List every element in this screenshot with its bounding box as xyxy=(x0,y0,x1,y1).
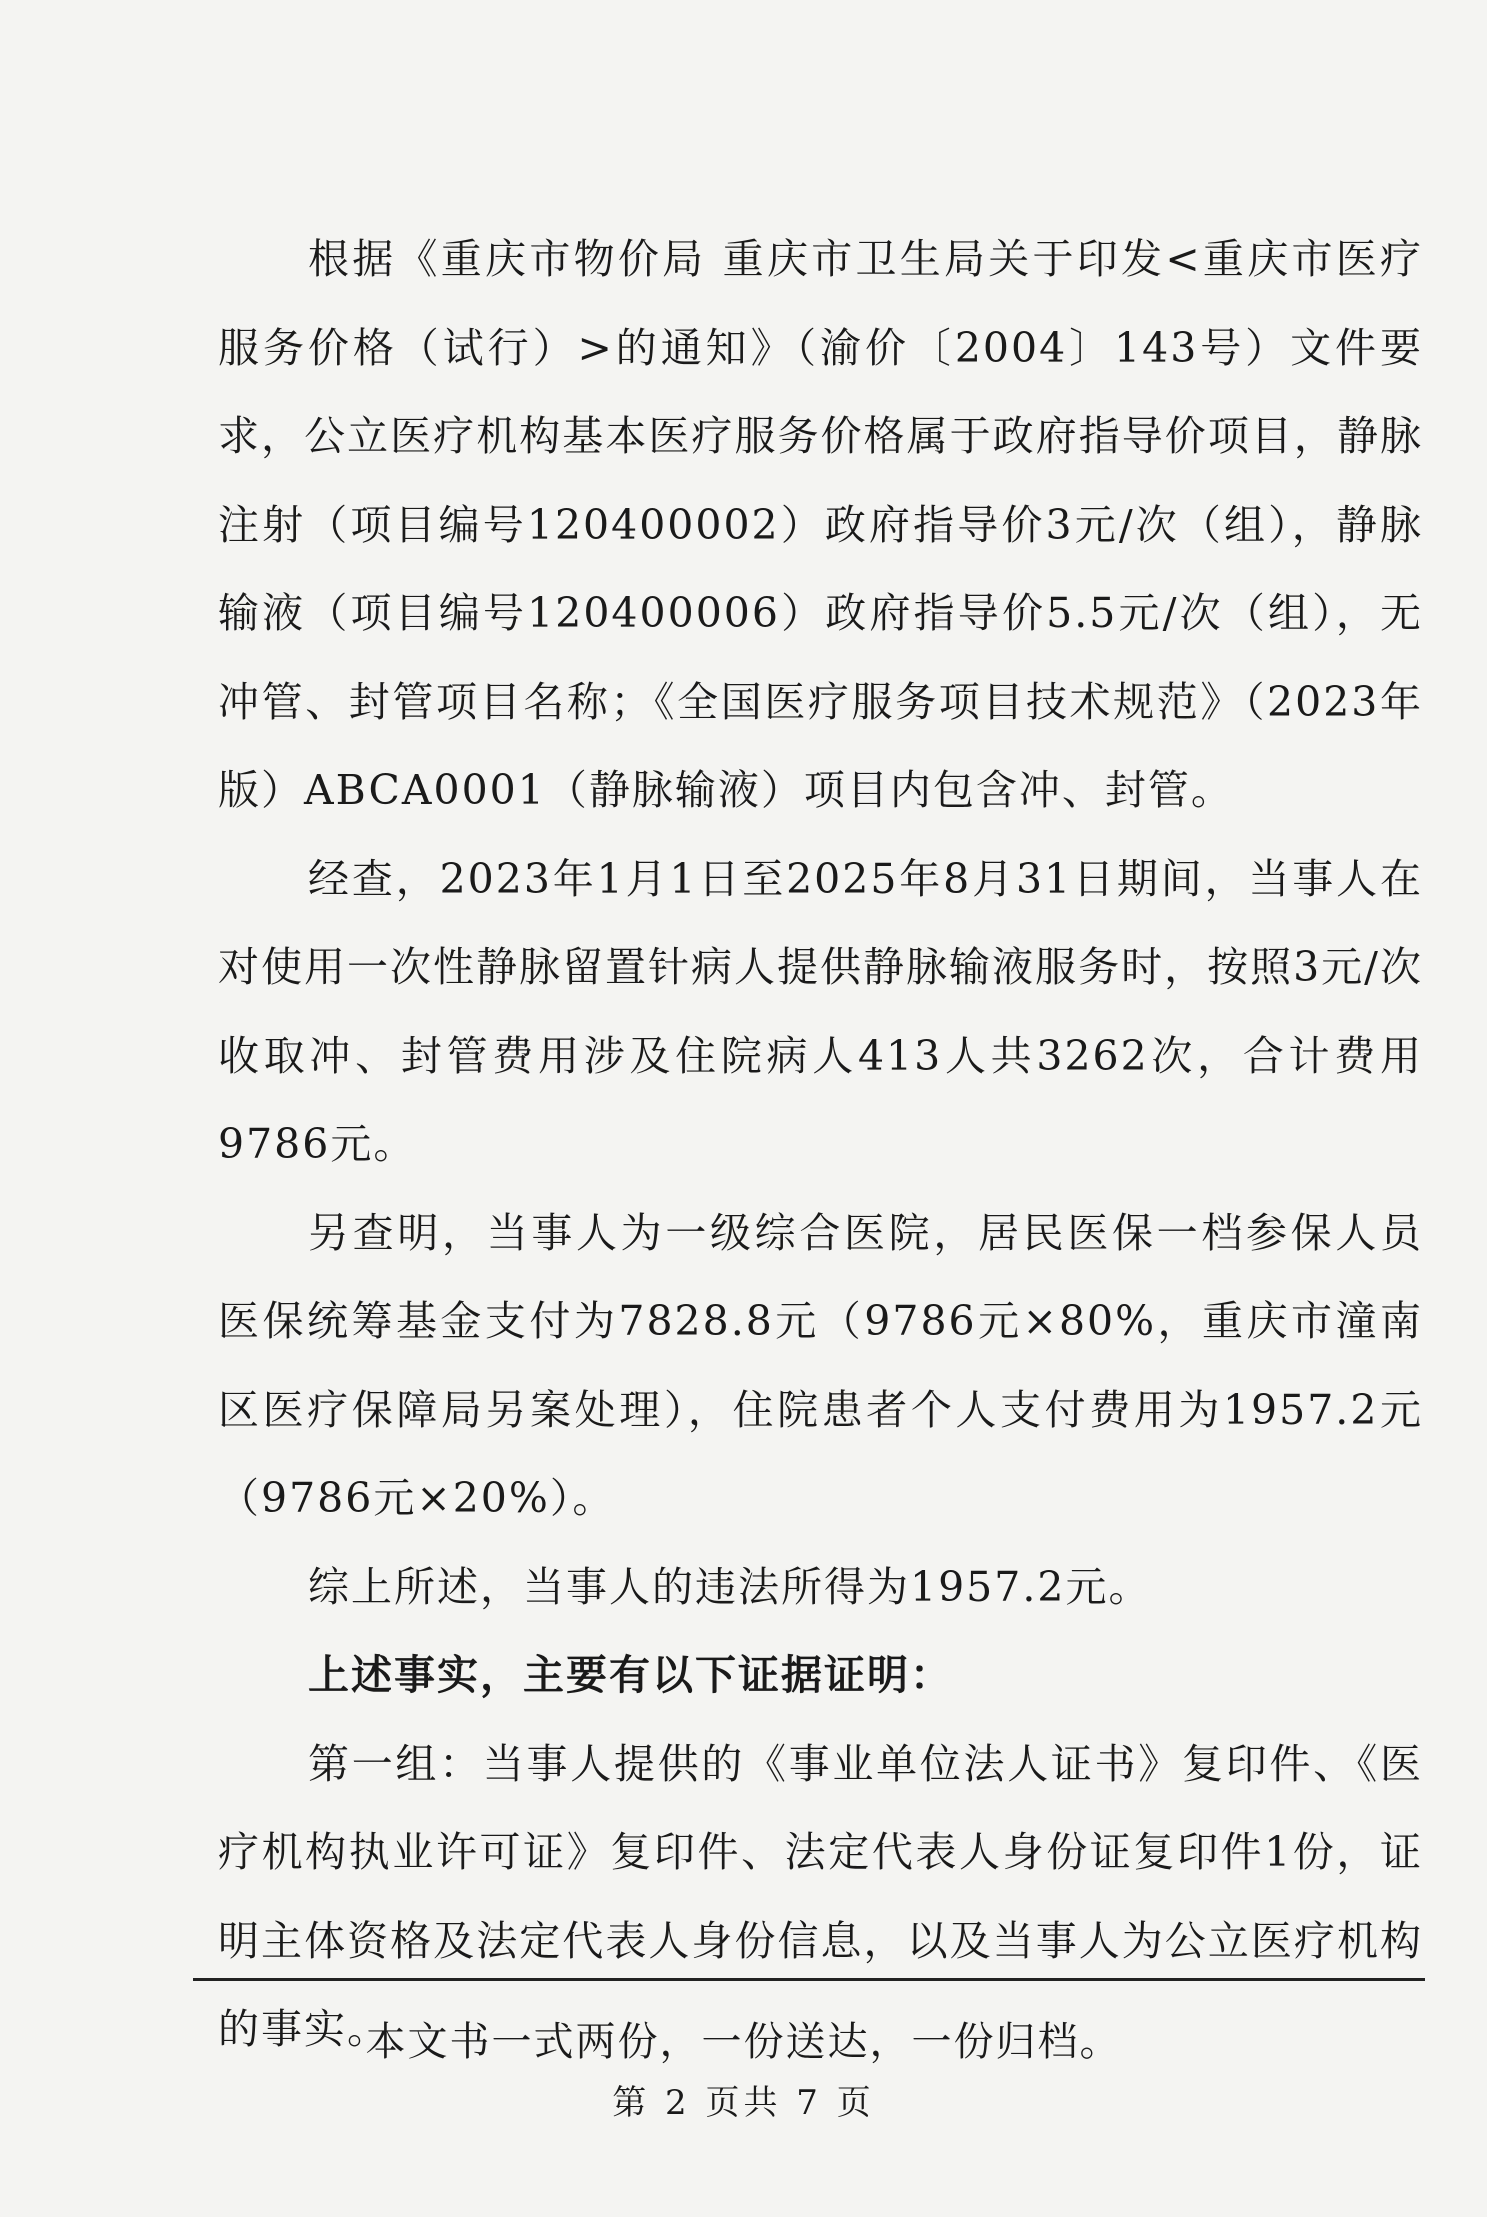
paragraph-evidence-heading: 上述事实，主要有以下证据证明： xyxy=(308,1651,953,1699)
paragraph-illegal-income: 综上所述，当事人的违法所得为1957.2元。 xyxy=(308,1562,1152,1611)
footer-divider xyxy=(193,1978,1425,1981)
footer-note: 本文书一式两份，一份送达，一份归档。 xyxy=(365,2019,1122,2065)
document-body xyxy=(218,215,1423,2074)
paragraph-pricing-basis: 根据《重庆市物价局 重庆市卫生局关于印发<重庆市医疗服务价格（试行）>的通知》（渝价〔2004〕143号）文件要求，公立医疗机构基本医疗服务价格属于政府指导价项目，静脉注射（项目编号120400002）政府指导价3元/次（组），静脉输液（项目编号120400006）政府指导价5.5元/次（组），无冲管、封管项目名称；《全国医疗服务项目技术规范》（2023年版）ABCA0001（静脉输液）项目内包含冲、封管。 xyxy=(218,235,1423,814)
paragraph-additional-findings: 另查明，当事人为一级综合医院，居民医保一档参保人员医保统筹基金支付为7828.8元（9786元×80%，重庆市潼南区医疗保障局另案处理），住院患者个人支付费用为1957.2元（9786元×20%）。 xyxy=(218,1208,1423,1522)
paragraph-evidence-group-1: 第一组：当事人提供的《事业单位法人证书》复印件、《医疗机构执业许可证》复印件、法定代表人身份证复印件1份，证明主体资格及法定代表人身份信息，以及当事人为公立医疗机构的事实。 xyxy=(218,1739,1423,2053)
page-number: 第 2 页共 7 页 xyxy=(612,2083,875,2123)
paragraph-investigation-findings: 经查，2023年1月1日至2025年8月31日期间，当事人在对使用一次性静脉留置针病人提供静脉输液服务时，按照3元/次收取冲、封管费用涉及住院病人413人共3262次，合计费用9786元。 xyxy=(218,854,1423,1168)
